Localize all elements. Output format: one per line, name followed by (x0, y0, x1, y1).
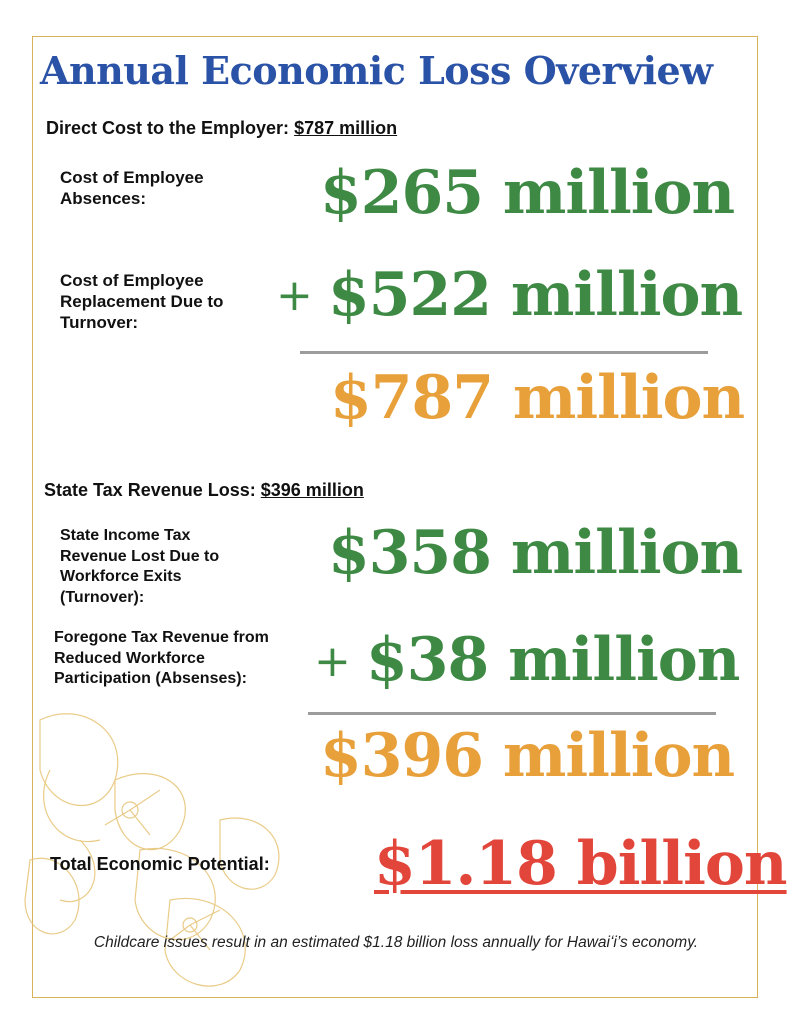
state-tax-heading-label: State Tax Revenue Loss: (44, 480, 256, 500)
foregone-tax-amount: $38 million (366, 625, 740, 695)
page-title: Annual Economic Loss Overview (40, 48, 713, 93)
footer-note: Childcare issues result in an estimated $1.18 billion loss annually for Hawaiʻi’s economy. (93, 934, 699, 951)
replacement-cost-amount: $522 million (328, 260, 743, 330)
absence-cost-amount: $265 million (320, 158, 735, 228)
divider-line (308, 712, 716, 715)
state-tax-total: $396 million (320, 721, 735, 791)
divider-line (300, 351, 708, 354)
replacement-cost-label: Cost of Employee Replacement Due to Turnover: (60, 271, 224, 332)
foregone-tax-label: Foregone Tax Revenue from Reduced Workforce Participation (Absenses): (54, 629, 269, 687)
direct-cost-total: $787 million (330, 363, 745, 433)
floral-decoration-icon (20, 700, 320, 1000)
total-potential-amount: $1.18 billion (374, 829, 787, 899)
state-tax-heading (44, 480, 364, 501)
income-tax-loss-amount: $358 million (328, 518, 743, 588)
state-tax-heading-amount: $396 million (260, 480, 364, 500)
plus-sign: + (276, 270, 313, 321)
direct-cost-heading-amount: $787 million (294, 118, 398, 138)
income-tax-loss-label: State Income Tax Revenue Lost Due to Workforce Exits (Turnover): (60, 527, 220, 606)
direct-cost-heading-label: Direct Cost to the Employer: (46, 118, 290, 138)
total-potential-label: Total Economic Potential: (50, 854, 270, 874)
direct-cost-heading (46, 118, 397, 139)
absence-cost-label: Cost of Employee Absences: (60, 168, 204, 208)
plus-sign: + (314, 636, 351, 687)
